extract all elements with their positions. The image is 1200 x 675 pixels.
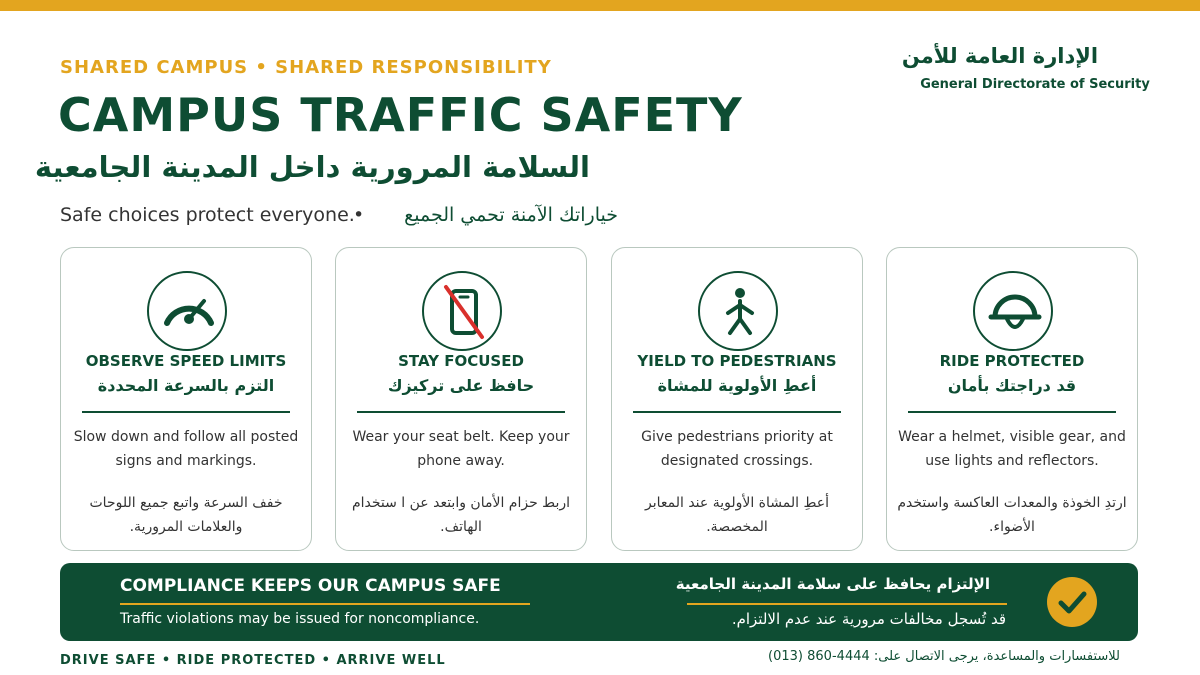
card-description-arabic: ارتدِ الخوذة والمعدات العاكسة واستخدم الأضواء.	[897, 495, 1127, 535]
top-accent-bar	[0, 0, 1200, 11]
card-title-arabic: أعطِ الأولوية للمشاة	[657, 376, 817, 395]
card-stay-focused	[335, 247, 587, 551]
banner-title: COMPLIANCE KEEPS OUR CAMPUS SAFE	[120, 576, 501, 596]
card-title-arabic: قد دراجتك بأمان	[947, 376, 1077, 395]
card-description: Slow down and follow all posted signs and markings.	[73, 429, 299, 469]
banner-title-arabic: الإلتزام يحافظ على سلامة المدينة الجامعية	[675, 575, 990, 593]
card-divider	[357, 411, 565, 413]
subtitle-separator: •	[353, 204, 365, 226]
banner-subtitle-arabic: قد تُسجل مخالفات مرورية عند عدم الالتزام.	[731, 610, 1006, 628]
speedometer-icon	[147, 271, 227, 351]
card-description-arabic: أعطِ المشاة الأولوية عند المعابر المخصصة.	[644, 495, 830, 535]
banner-divider-arabic	[687, 603, 1007, 605]
footer-slogan: DRIVE SAFE • RIDE PROTECTED • ARRIVE WELL	[60, 653, 446, 668]
card-title: OBSERVE SPEED LIMITS	[85, 352, 287, 370]
no-phone-icon	[422, 271, 502, 351]
card-divider	[908, 411, 1116, 413]
tagline: SHARED CAMPUS • SHARED RESPONSIBILITY	[60, 57, 552, 78]
subtitle-arabic: خياراتك الآمنة تحمي الجميع	[404, 204, 618, 226]
checkmark-icon	[1047, 577, 1097, 627]
banner-subtitle: Traffic violations may be issued for noncompliance.	[120, 611, 480, 627]
compliance-banner	[60, 563, 1138, 641]
card-title: STAY FOCUSED	[398, 352, 524, 370]
card-yield-pedestrians	[611, 247, 863, 551]
pedestrian-icon	[698, 271, 778, 351]
footer-contact-arabic: للاستفسارات والمساعدة، يرجى الاتصال على: 4444-860 (013)	[768, 649, 1120, 664]
card-description: Wear your seat belt. Keep your phone away.	[352, 429, 570, 469]
card-title: YIELD TO PEDESTRIANS	[637, 352, 837, 370]
helmet-icon	[973, 271, 1053, 351]
subtitle: Safe choices protect everyone.	[60, 204, 355, 226]
card-description-arabic: اربط حزام الأمان وابتعد عن ا ستخدام الهاتف.	[351, 495, 571, 535]
banner-divider	[120, 603, 530, 605]
directorate-name-arabic: الإدارة العامة للأمن	[901, 44, 1099, 68]
page-title-arabic: السلامة المرورية داخل المدينة الجامعية	[34, 150, 590, 184]
card-divider	[82, 411, 290, 413]
page-title: CAMPUS TRAFFIC SAFETY	[58, 88, 743, 142]
card-description: Wear a helmet, visible gear, and use lights and reflectors.	[898, 429, 1126, 469]
card-speed-limits	[60, 247, 312, 551]
card-title-arabic: حافظ على تركيزك	[387, 376, 535, 395]
card-divider	[633, 411, 841, 413]
card-description: Give pedestrians priority at designated crossings.	[641, 429, 833, 469]
card-ride-protected	[886, 247, 1138, 551]
card-title-arabic: التزم بالسرعة المحددة	[97, 376, 275, 395]
card-title: RIDE PROTECTED	[939, 352, 1085, 370]
directorate-name: General Directorate of Security	[920, 77, 1150, 92]
card-description-arabic: خفف السرعة واتبع جميع اللوحات والعلامات المرورية.	[89, 495, 283, 535]
